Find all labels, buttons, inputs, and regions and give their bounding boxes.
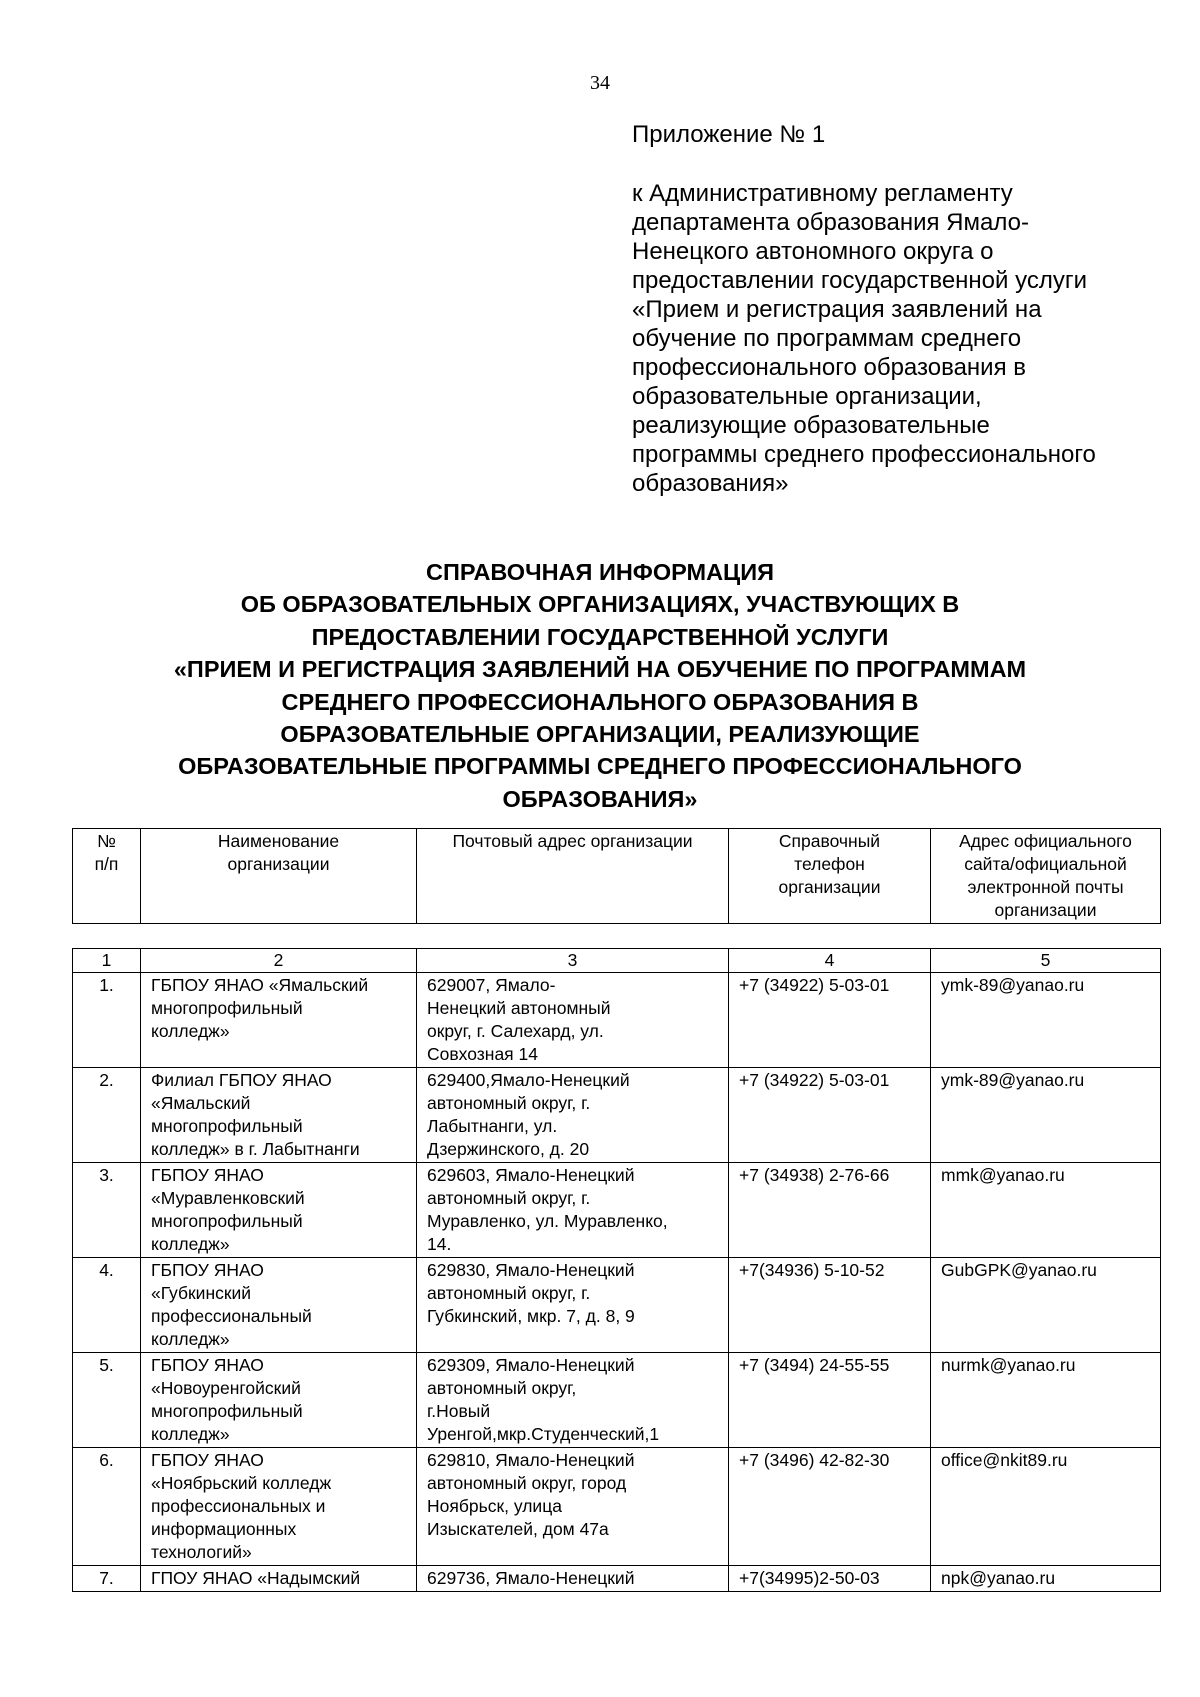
title-line: ОБРАЗОВАНИЯ» (502, 785, 698, 812)
org-address: 629830, Ямало-Ненецкий автономный округ, г. Губкинский, мкр. 7, д. 8, 9 (417, 1258, 729, 1353)
org-email: nurmk@yanao.ru (931, 1353, 1161, 1448)
org-address: 629309, Ямало-Ненецкий автономный округ, г.Новый Уренгой,мкр.Студенческий,1 (417, 1353, 729, 1448)
appendix-line: предоставлении государственной услуги (632, 267, 1087, 294)
table-row (73, 1566, 1161, 1592)
org-address: 629810, Ямало-Ненецкий автономный округ, город Ноябрьск, улица Изыскателей, дом 47а (417, 1448, 729, 1566)
appendix-line: к Административному регламенту (632, 180, 1013, 207)
table-header (72, 828, 1161, 924)
row-number: 7. (73, 1566, 141, 1592)
org-phone: +7(34936) 5-10-52 (729, 1258, 931, 1353)
title-line: ОБРАЗОВАТЕЛЬНЫЕ ОРГАНИЗАЦИИ, РЕАЛИЗУЮЩИЕ (280, 721, 920, 748)
row-number: 2. (73, 1068, 141, 1163)
title-line: ОБ ОБРАЗОВАТЕЛЬНЫХ ОРГАНИЗАЦИЯХ, УЧАСТВУЮЩИХ В (240, 591, 960, 618)
column-number-row (73, 949, 1161, 973)
org-email: office@nkit89.ru (931, 1448, 1161, 1566)
org-phone: +7 (34922) 5-03-01 (729, 1068, 931, 1163)
org-phone: +7 (34922) 5-03-01 (729, 973, 931, 1068)
org-name: ГБПОУ ЯНАО «Ноябрьский колледж профессиональных и информационных технологий» (141, 1448, 417, 1566)
appendix-line: реализующие образовательные (632, 412, 990, 439)
table-row (73, 1258, 1161, 1353)
title-line: «ПРИЕМ И РЕГИСТРАЦИЯ ЗАЯВЛЕНИЙ НА ОБУЧЕНИЕ ПО ПРОГРАММАМ (173, 656, 1027, 683)
org-phone: +7 (34938) 2-76-66 (729, 1163, 931, 1258)
appendix-line: образовательные организации, (632, 383, 982, 410)
appendix-number: Приложение № 1 (632, 121, 826, 148)
org-email: ymk-89@yanao.ru (931, 1068, 1161, 1163)
appendix-line: «Прием и регистрация заявлений на (632, 296, 1042, 323)
appendix-line: обучение по программам среднего (632, 325, 1022, 352)
org-name: ГБПОУ ЯНАО «Ямальский многопрофильный колледж» (141, 973, 417, 1068)
org-phone: +7 (3494) 24-55-55 (729, 1353, 931, 1448)
header-cell-number: № п/п (73, 829, 141, 924)
row-number: 1. (73, 973, 141, 1068)
org-email: mmk@yanao.ru (931, 1163, 1161, 1258)
document-title (150, 556, 1050, 815)
title-line: ПРЕДОСТАВЛЕНИИ ГОСУДАРСТВЕННОЙ УСЛУГИ (311, 623, 889, 650)
org-address: 629736, Ямало-Ненецкий (417, 1566, 729, 1592)
table-row (73, 1353, 1161, 1448)
title-line: ОБРАЗОВАТЕЛЬНЫЕ ПРОГРАММЫ СРЕДНЕГО ПРОФЕССИОНАЛЬНОГО (178, 753, 1022, 780)
org-phone: +7(34995)2-50-03 (729, 1566, 931, 1592)
header-cell-site: Адрес официального сайта/официальной электронной почты организации (931, 829, 1161, 924)
table-row (73, 1448, 1161, 1566)
page-number: 34 (590, 72, 610, 94)
table-row (73, 1068, 1161, 1163)
row-number: 5. (73, 1353, 141, 1448)
column-number: 4 (729, 949, 931, 973)
org-phone: +7 (3496) 42-82-30 (729, 1448, 931, 1566)
appendix-block (632, 120, 1152, 498)
column-number: 1 (73, 949, 141, 973)
appendix-line: профессионального образования в (632, 354, 1026, 381)
row-number: 4. (73, 1258, 141, 1353)
row-number: 6. (73, 1448, 141, 1566)
organizations-table (72, 948, 1161, 1592)
appendix-line: Ненецкого автономного округа о (632, 238, 994, 265)
header-cell-address: Почтовый адрес организации (417, 829, 729, 924)
org-name: ГБПОУ ЯНАО «Муравленковский многопрофильный колледж» (141, 1163, 417, 1258)
org-address: 629007, Ямало- Ненецкий автономный округ, г. Салехард, ул. Совхозная 14 (417, 973, 729, 1068)
org-email: GubGPK@yanao.ru (931, 1258, 1161, 1353)
org-name: ГБПОУ ЯНАО «Новоуренгойский многопрофильный колледж» (141, 1353, 417, 1448)
table-row (73, 1163, 1161, 1258)
column-number: 3 (417, 949, 729, 973)
org-name: ГБПОУ ЯНАО «Губкинский профессиональный колледж» (141, 1258, 417, 1353)
column-number: 5 (931, 949, 1161, 973)
org-email: ymk-89@yanao.ru (931, 973, 1161, 1068)
row-number: 3. (73, 1163, 141, 1258)
org-address: 629603, Ямало-Ненецкий автономный округ, г. Муравленко, ул. Муравленко, 14. (417, 1163, 729, 1258)
org-name: Филиал ГБПОУ ЯНАО «Ямальский многопрофильный колледж» в г. Лабытнанги (141, 1068, 417, 1163)
org-name: ГПОУ ЯНАО «Надымский (141, 1566, 417, 1592)
column-number: 2 (141, 949, 417, 973)
org-address: 629400,Ямало-Ненецкий автономный округ, г. Лабытнанги, ул. Дзержинского, д. 20 (417, 1068, 729, 1163)
table-row (73, 973, 1161, 1068)
header-cell-name: Наименование организации (141, 829, 417, 924)
appendix-line: департамента образования Ямало- (632, 209, 1029, 236)
org-email: npk@yanao.ru (931, 1566, 1161, 1592)
header-cell-phone: Справочный телефон организации (729, 829, 931, 924)
appendix-line: образования» (632, 470, 789, 497)
title-line: СПРАВОЧНАЯ ИНФОРМАЦИЯ (425, 559, 775, 585)
title-line: СРЕДНЕГО ПРОФЕССИОНАЛЬНОГО ОБРАЗОВАНИЯ В (281, 688, 919, 715)
appendix-line: программы среднего профессионального (632, 441, 1096, 468)
header-row (73, 829, 1161, 924)
